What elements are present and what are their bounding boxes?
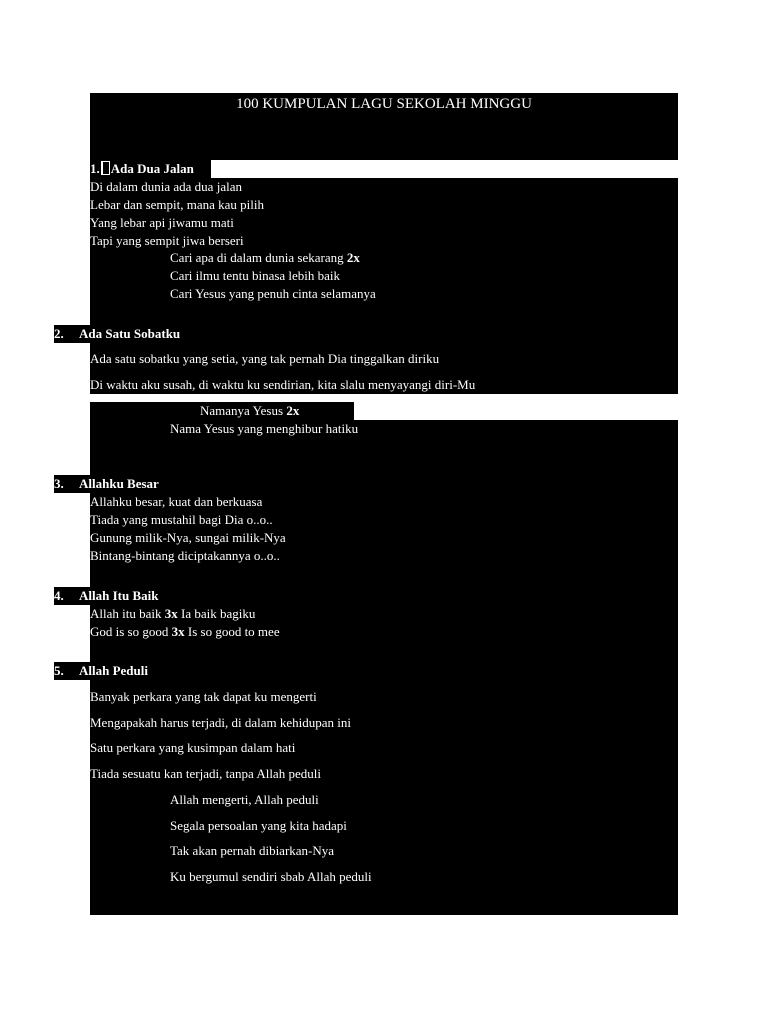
song-number: 3. [54, 476, 64, 491]
chorus-line: Cari Yesus yang penuh cinta selamanya [170, 286, 376, 301]
lyric-line: Gunung milik-Nya, sungai milik-Nya [90, 530, 286, 545]
chorus-line: Ku bergumul sendiri sbab Allah peduli [170, 869, 372, 884]
song-number: 2. [54, 326, 64, 341]
lyric-line: Allah itu baik 3x Ia baik bagiku [90, 606, 256, 621]
song-title: Ada Dua Jalan [110, 161, 194, 176]
chorus-line: Segala persoalan yang kita hadapi [170, 818, 347, 833]
song-heading [90, 161, 194, 177]
chorus-line: Allah mengerti, Allah peduli [170, 792, 319, 807]
lyric-line: Tiada yang mustahil bagi Dia o..o.. [90, 512, 273, 527]
song-title: Allah Peduli [79, 663, 148, 678]
song-title: Allahku Besar [79, 476, 159, 491]
lyric-line: Di waktu aku susah, di waktu ku sendirian, kita slalu menyayangi diri-Mu [90, 377, 476, 392]
chorus-line: Nama Yesus yang menghibur hatiku [170, 421, 359, 436]
song-title: Ada Satu Sobatku [79, 326, 181, 341]
lyric-line: Banyak perkara yang tak dapat ku mengerti [90, 689, 317, 704]
lyric-line: God is so good 3x Is so good to mee [90, 624, 280, 639]
chorus-line: Namanya Yesus 2x [200, 403, 300, 418]
song-number: 5. [54, 663, 64, 678]
song-heading [54, 663, 148, 679]
lyric-line: Lebar dan sempit, mana kau pilih [90, 197, 265, 212]
repeat-marker: 2x [286, 403, 300, 418]
lyric-line: Bintang-bintang diciptakannya o..o.. [90, 548, 280, 563]
lyric-line: Satu perkara yang kusimpan dalam hati [90, 740, 296, 755]
chorus-line: Cari ilmu tentu binasa lebih baik [170, 268, 341, 283]
repeat-marker: 2x [346, 250, 360, 265]
lyric-line: Di dalam dunia ada dua jalan [90, 179, 242, 194]
song-heading [54, 476, 159, 492]
page-title: 100 KUMPULAN LAGU SEKOLAH MINGGU [236, 96, 532, 112]
song-number: 4. [54, 588, 64, 603]
song-heading [54, 588, 158, 604]
lyric-line: Allahku besar, kuat dan berkuasa [90, 494, 263, 509]
song-heading [54, 326, 180, 342]
chorus-line: Tak akan pernah dibiarkan-Nya [170, 843, 335, 858]
lyric-line: Yang lebar api jiwamu mati [90, 215, 234, 230]
lyric-line: Mengapakah harus terjadi, di dalam kehidupan ini [90, 715, 352, 730]
song-title: Allah Itu Baik [79, 588, 159, 603]
song-number: 1. [90, 161, 100, 176]
text-cursor-icon [101, 161, 110, 175]
repeat-marker: 3x [164, 606, 178, 621]
repeat-marker: 3x [171, 624, 185, 639]
lyric-line: Tiada sesuatu kan terjadi, tanpa Allah peduli [90, 766, 321, 781]
lyric-line: Ada satu sobatku yang setia, yang tak pernah Dia tinggalkan diriku [90, 351, 440, 366]
chorus-line: Cari apa di dalam dunia sekarang 2x [170, 250, 360, 265]
lyric-line: Tapi yang sempit jiwa berseri [90, 233, 244, 248]
